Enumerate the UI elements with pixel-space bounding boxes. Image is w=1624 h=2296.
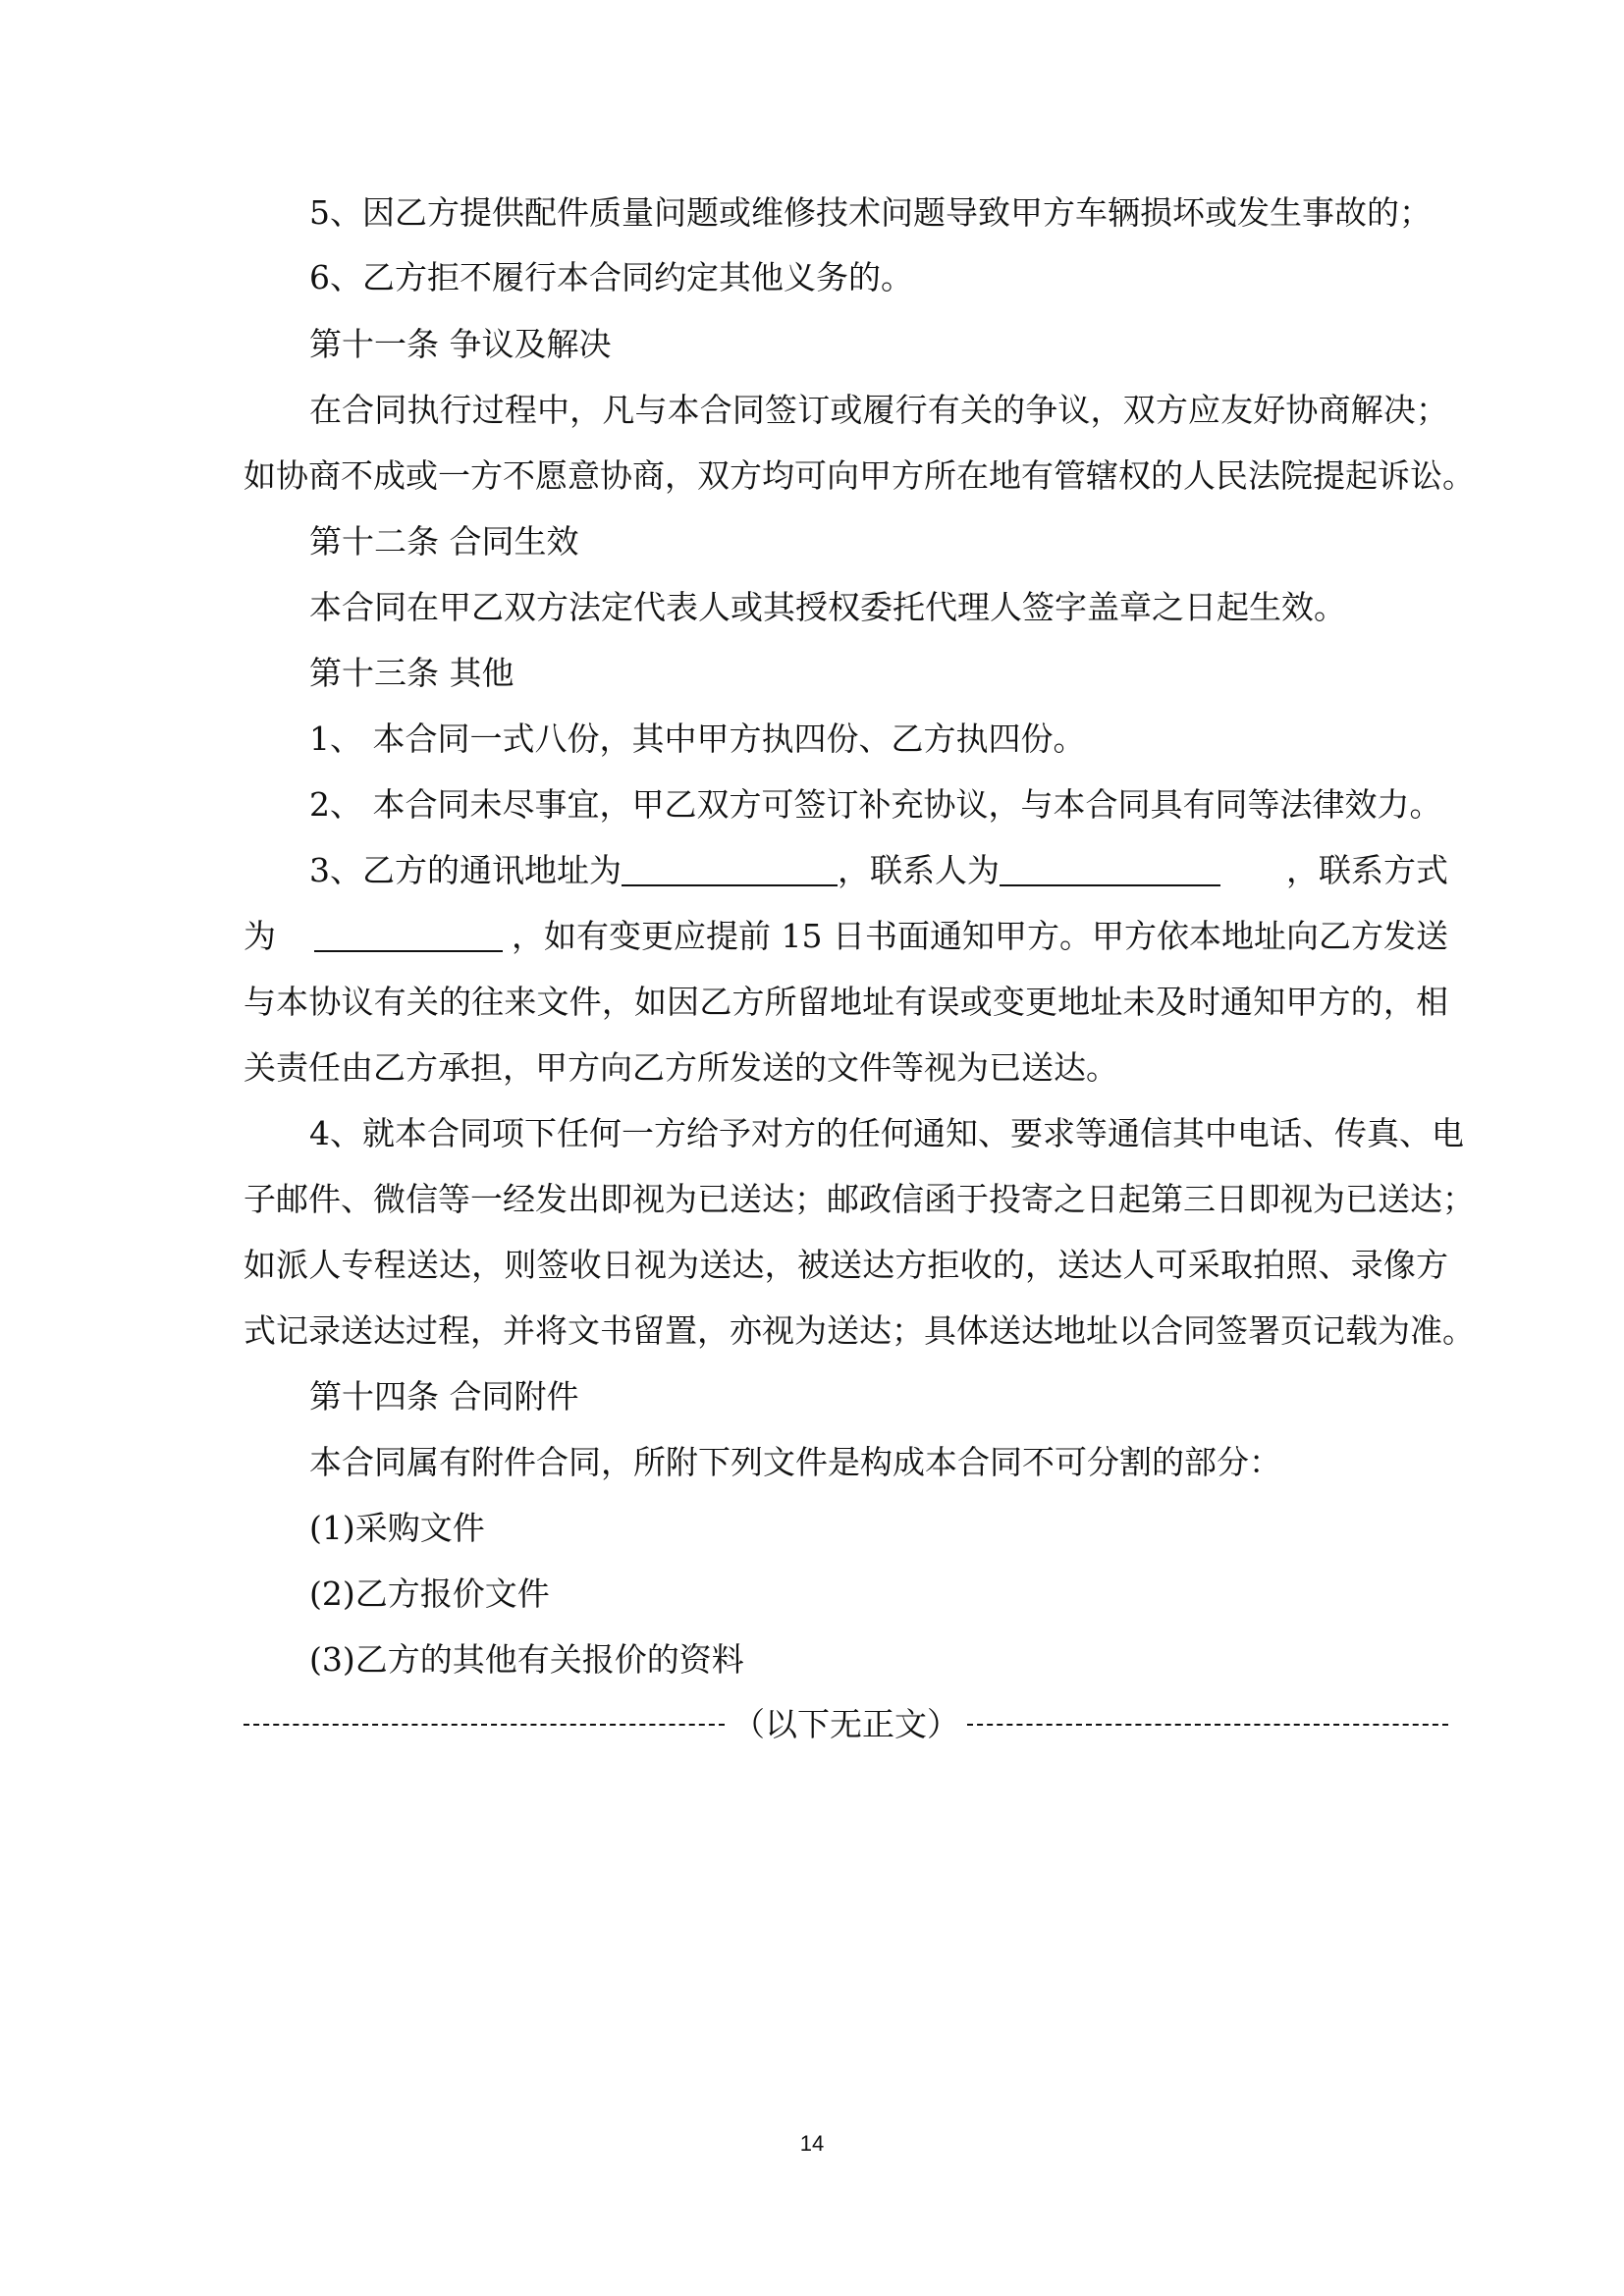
attachment-item-3: (3)乙方的其他有关报价的资料 <box>309 1640 744 1679</box>
article-13-item-4-line-2: 子邮件、微信等一经发出即视为已送达；邮政信函于投寄之日起第三日即视为已送达； <box>244 1180 1475 1218</box>
end-of-text-label: （以下无正文） <box>732 1705 959 1743</box>
article-12-heading: 第十二条 合同生效 <box>309 522 579 561</box>
clause-item-6: 6、乙方拒不履行本合同约定其他义务的。 <box>309 258 913 296</box>
article-13-item-1: 1、 本合同一式八份，其中甲方执四份、乙方执四份。 <box>309 720 1086 758</box>
article-12-text: 本合同在甲乙双方法定代表人或其授权委托代理人签字盖章之日起生效。 <box>309 588 1346 626</box>
article-13-item-3-line-2 <box>244 917 1449 955</box>
address-blank <box>622 855 838 886</box>
item-3-notice-text: ，如有变更应提前 15 日书面通知甲方。甲方依本地址向乙方发送 <box>512 917 1449 955</box>
article-14-text: 本合同属有附件合同，所附下列文件是构成本合同不可分割的部分： <box>309 1443 1281 1481</box>
article-13-item-3-line-1 <box>309 851 1448 889</box>
contact-method-blank <box>314 921 503 952</box>
article-11-text-line-2: 如协商不成或一方不愿意协商，双方均可向甲方所在地有管辖权的人民法院提起诉讼。 <box>244 456 1475 495</box>
item-3-contact-label: ，联系人为 <box>838 851 1000 889</box>
article-11-text-line-1: 在合同执行过程中，凡与本合同签订或履行有关的争议，双方应友好协商解决； <box>309 391 1448 429</box>
clause-item-5: 5、因乙方提供配件质量问题或维修技术问题导致甲方车辆损坏或发生事故的； <box>309 193 1432 232</box>
divider-dashes-left <box>244 1724 725 1726</box>
article-11-heading: 第十一条 争议及解决 <box>309 325 612 363</box>
article-13-item-4-line-4: 式记录送达过程，并将文书留置，亦视为送达；具体送达地址以合同签署页记载为准。 <box>244 1311 1475 1350</box>
item-3-contact-method-label: ，联系方式 <box>1286 851 1448 889</box>
attachment-item-1: (1)采购文件 <box>309 1509 485 1547</box>
article-13-item-2: 2、 本合同未尽事宜，甲乙双方可签订补充协议，与本合同具有同等法律效力。 <box>309 785 1442 824</box>
article-13-item-4-line-1: 4、就本合同项下任何一方给予对方的任何通知、要求等通信其中电话、传真、电 <box>309 1114 1464 1152</box>
end-of-text-divider <box>244 1705 1448 1743</box>
attachment-item-2: (2)乙方报价文件 <box>309 1575 550 1613</box>
article-14-heading: 第十四条 合同附件 <box>309 1377 579 1415</box>
contact-person-blank <box>1000 855 1220 886</box>
page-number: 14 <box>799 2131 825 2156</box>
article-13-item-3-line-3: 与本协议有关的往来文件，如因乙方所留地址有误或变更地址未及时通知甲方的，相 <box>244 983 1448 1021</box>
divider-dashes-right <box>967 1724 1448 1726</box>
article-13-item-3-line-4: 关责任由乙方承担，甲方向乙方所发送的文件等视为已送达。 <box>244 1048 1118 1087</box>
item-3-for-label: 为 <box>244 917 276 955</box>
article-13-heading: 第十三条 其他 <box>309 654 514 692</box>
article-13-item-4-line-3: 如派人专程送达，则签收日视为送达，被送达方拒收的，送达人可采取拍照、录像方 <box>244 1246 1448 1284</box>
item-3-address-label: 3、乙方的通讯地址为 <box>309 851 622 889</box>
